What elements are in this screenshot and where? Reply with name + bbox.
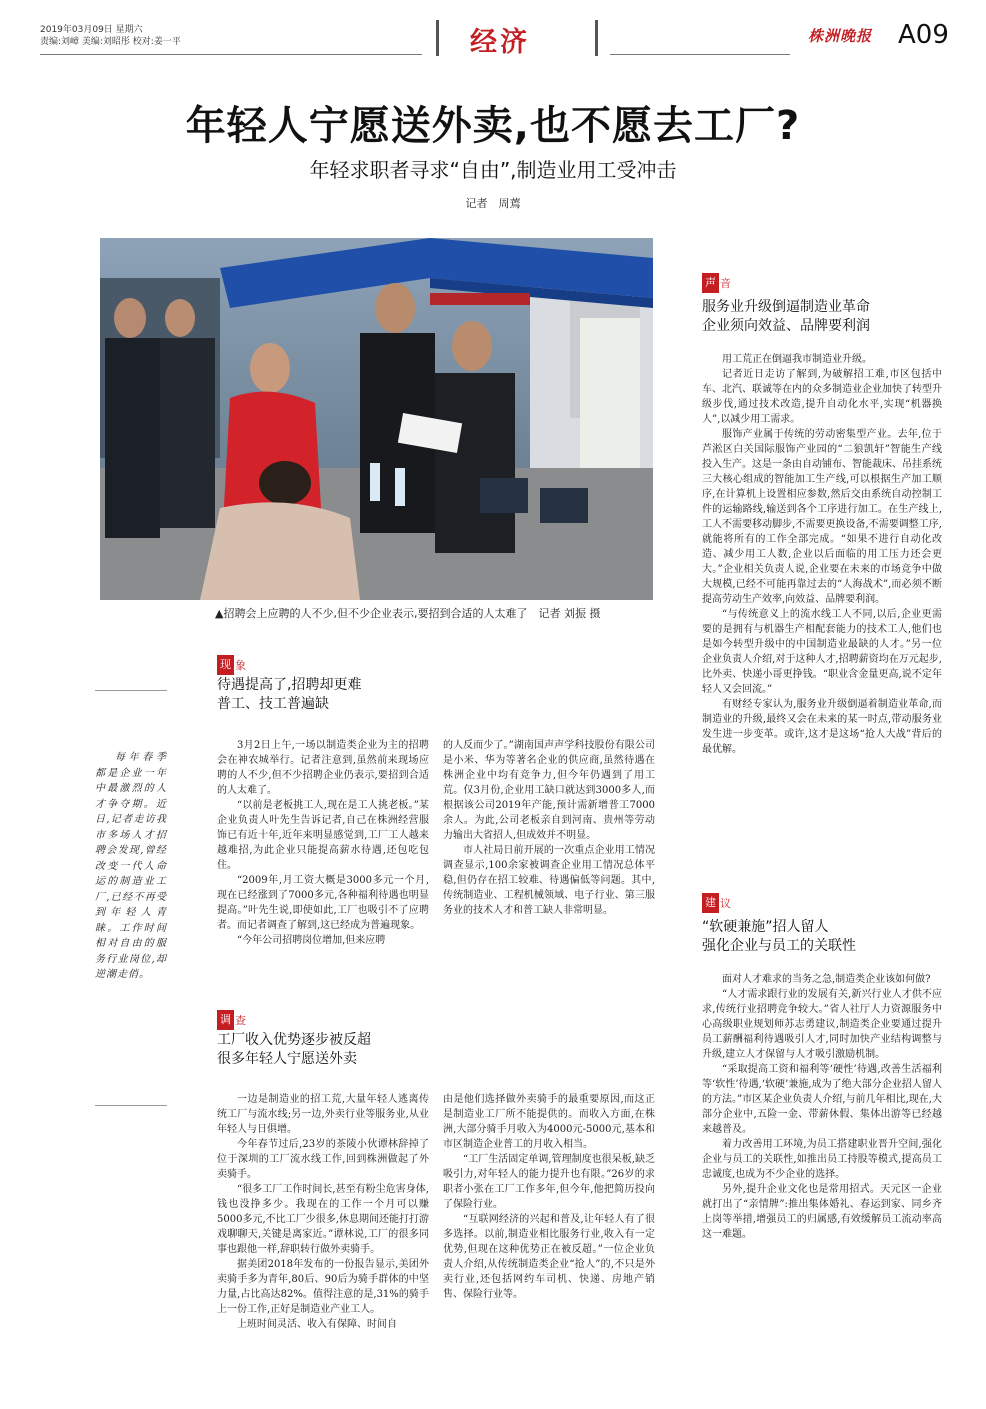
section-title-line: 普工、技工普遍缺	[217, 696, 329, 712]
tag-box: 声	[702, 273, 719, 293]
tag-box: 现	[217, 655, 234, 675]
body-paragraph: 的人反而少了。”湖南国声声学科技股份有限公司是小米、华为等著名企业的供应商,虽然待遇在株洲企业中均有竞争力,但今年仍遇到了用工荒。仅3月份,企业用工缺口就达到3000多人,而根据该公司2019年产能,预计需新增普工7000余人。为此,公司老板亲自到河南、贵州等劳动力输出大省招人,但成效并不明显。	[443, 740, 655, 841]
body-paragraph: 用工荒正在倒逼我市制造业升级。	[722, 354, 872, 365]
body-paragraph: 记者近日走访了解到,为破解招工难,市区包括中车、北汽、联诚等在内的众多制造业企业加快了转型升级步伐,通过技术改造,提升自动化水平,实现“机器换人”,以减少用工需求。	[702, 369, 942, 425]
job-fair-photo	[100, 238, 653, 600]
tag-suffix: 议	[720, 897, 731, 910]
body-paragraph: 服饰产业属于传统的劳动密集型产业。去年,位于芦淞区白关国际服饰产业园的“二狼凯轩”智能生产线投入生产。这是一条由自动铺布、智能裁床、吊挂系统三大核心组成的智能加工生产线,可以根据生产加工顺序,在计算机上设置相应参数,然后交由系统自动控制工件的运输路线,输送到各个工序进行加工。在生产线上,工人不需要移动脚步,不需要更换设备,不需要调整工序,就能将所有的工作全部完成。“如果不进行自动化改造、减少用工人数,企业以后面临的用工压力还会更大。”企业相关负责人说,企业要在未来的市场竞争中做大规模,已经不可能再靠过去的“人海战术”,而必须不断提高劳动生产效率,向效益、品牌要利润。	[702, 429, 942, 605]
body-paragraph: “很多工厂工作时间长,甚至有粉尘危害身体,钱也没挣多少。我现在的工作一个月可以赚5000多元,不比工厂少很多,休息期间还能打打游戏聊聊天,关键是离家近。”谭林说,工厂的很多同事也跟他一样,辞职转行做外卖骑手。	[217, 1184, 429, 1255]
section-tag-investigation	[217, 1010, 246, 1030]
sidebar-rule-bottom	[95, 1105, 167, 1106]
body-paragraph: “工厂生活固定单调,管理制度也很呆板,缺乏吸引力,对年轻人的能力提升也有限。”26岁的求职者小张在工厂工作多年,但今年,他把简历投向了保险行业。	[443, 1154, 655, 1210]
body-paragraph: “以前是老板挑工人,现在是工人挑老板。”某企业负责人叶先生告诉记者,自己在株洲经营服饰已有近十年,近年来明显感觉到,工厂工人越来越难招,为此企业只能提高薪水待遇,还包吃包住。	[217, 800, 429, 871]
body-paragraph: “今年公司招聘岗位增加,但来应聘	[237, 935, 386, 946]
tag-box: 调	[217, 1010, 234, 1030]
editor-credits: 责编:刘嶂 美编:刘昭彤 校对:姜一平	[40, 37, 181, 47]
body-paragraph: “与传统意义上的流水线工人不同,以后,企业更需要的是拥有与机器生产相配套能力的技术工人,他们也是如今转型升级中的中国制造业最缺的人才。”另一位企业负责人介绍,对于这种人才,招聘薪资均在万元起步,比外卖、快递小哥更挣钱。“职业含金量更高,说不定年轻人又会回流。”	[702, 609, 942, 695]
body-paragraph: 今年春节过后,23岁的茶陵小伙谭林辞掉了位于深圳的工厂流水线工作,回到株洲做起了外卖骑手。	[217, 1139, 429, 1180]
section-title-phenomenon	[217, 676, 361, 714]
tag-suffix: 音	[720, 277, 731, 290]
section-divider-left	[436, 20, 439, 56]
section-title-line: 待遇提高了,招聘却更难	[217, 677, 362, 693]
body-paragraph: 由是他们选择做外卖骑手的最重要原因,而这正是制造业工厂所不能提供的。而收入方面,在株洲,大部分骑手月收入为4000元-5000元,基本和市区制造企业普工的月收入相当。	[443, 1094, 655, 1150]
section-title-line: 企业须向效益、品牌要利润	[702, 318, 870, 334]
section-title-line: 强化企业与员工的关联性	[702, 938, 856, 954]
body-paragraph: 3月2日上午,一场以制造类企业为主的招聘会在神农城举行。记者注意到,虽然前来现场应聘的人不少,但不少招聘企业仍表示,要招到合适的人太难了。	[217, 740, 429, 796]
article-headline: 年轻人宁愿送外卖,也不愿去工厂?	[185, 103, 801, 149]
sidebar-rule-top	[95, 690, 167, 691]
sidebar-intro-paragraph: 每年春季都是企业一年中最激烈的人才争夺期。近日,记者走访我市多场人才招聘会发现,曾经改变一代人命运的制造业工厂,已经不再受到年轻人青睐。工作时间相对自由的服务行业岗位,却逆潮走俏。	[95, 752, 167, 980]
tag-suffix: 象	[235, 659, 246, 672]
section-name: 经济	[470, 27, 530, 58]
section-title-suggestion	[702, 918, 856, 956]
section-title-line: “软硬兼施”招人留人	[702, 919, 829, 935]
body-paragraph: 上班时间灵活、收入有保障、时间自	[237, 1319, 397, 1330]
body-paragraph: “互联网经济的兴起和普及,让年轻人有了很多选择。以前,制造业相比服务行业,收入有一定优势,但现在这种优势正在被反超。”一位企业负责人介绍,从传统制造类企业“抢人”的,不只是外卖行业,还包括网约车司机、快递、房地产销售、保险行业等。	[443, 1214, 655, 1300]
masthead-rule-left	[40, 54, 422, 55]
investigation-column-2	[443, 1092, 655, 1302]
sidebar-intro-note	[95, 750, 167, 983]
section-title-line: 服务业升级倒逼制造业革命	[702, 299, 870, 315]
section-title-voice	[702, 298, 870, 336]
photo-caption: ▲招聘会上应聘的人不少,但不少企业表示,要招到合适的人太难了 记者 刘振 摄	[215, 607, 601, 620]
suggestion-body	[702, 972, 942, 1242]
body-paragraph: “2009年,月工资大概是3000多元一个月,现在已经涨到了7000多元,各种福利待遇也明显提高。”叶先生说,即使如此,工厂也吸引不了应聘者。而记者调查了解到,这已经成为普遍现象。	[217, 875, 429, 931]
tag-box: 建	[702, 893, 719, 913]
job-fair-scene-illustration	[100, 238, 653, 600]
body-paragraph: “人才需求跟行业的发展有关,新兴行业人才供不应求,传统行业招聘竞争较大。”省人社厅人力资源服务中心高级职业规划师苏志勇建议,制造类企业要通过提升员工薪酬福利待遇吸引人才,同时加快产业结构调整与升级,建立人才保留与人才吸引激励机制。	[702, 989, 942, 1060]
body-paragraph: 面对人才难求的当务之急,制造类企业该如何做?	[722, 974, 931, 985]
section-title-line: 很多年轻人宁愿送外卖	[217, 1051, 357, 1067]
issue-date: 2019年03月09日 星期六	[40, 25, 143, 35]
body-paragraph: 着力改善用工环境,为员工搭建职业晋升空间,强化企业与员工的关联性,如推出员工持股等模式,提高员工忠诚度,也成为不少企业的选择。	[702, 1139, 942, 1180]
page-number: A09	[898, 20, 949, 50]
article-byline: 记者 周蔫	[465, 197, 521, 210]
masthead-rule-right	[610, 54, 790, 55]
phenomenon-column-2	[443, 738, 655, 918]
body-paragraph: 市人社局日前开展的一次重点企业用工情况调查显示,100余家被调查企业用工情况总体平稳,但仍存在招工较难、待遇偏低等问题。其中,传统制造业、工程机械领域、电子行业、第三服务业的技术人才和普工缺人非常明显。	[443, 845, 655, 916]
body-paragraph: 一边是制造业的招工荒,大量年轻人逃离传统工厂与流水线;另一边,外卖行业等服务业,从业年轻人与日俱增。	[217, 1094, 429, 1135]
article-subheadline: 年轻求职者寻求“自由”,制造业用工受冲击	[309, 158, 677, 182]
section-tag-voice	[702, 273, 731, 293]
paper-logo: 株洲晚报	[808, 27, 873, 45]
body-paragraph: 有财经专家认为,服务业升级倒逼着制造业革命,而制造业的升级,最终又会在未来的某一时点,带动服务业发生进一步变革。或许,这才是这场“抢人大战”背后的最优解。	[702, 699, 942, 755]
body-paragraph: 据美团2018年发布的一份报告显示,美团外卖骑手多为青年,80后、90后为骑手群体的中坚力量,占比高达82%。值得注意的是,31%的骑手上一份工作,正好是制造业产业工人。	[217, 1259, 429, 1315]
body-paragraph: 另外,提升企业文化也是常用招式。天元区一企业就打出了“亲情牌”:推出集体婚礼、春运到家、同乡齐上岗等举措,增强员工的归属感,有效缓解员工流动率高这一难题。	[702, 1184, 942, 1240]
body-paragraph: “采取提高工资和福利等‘硬性’待遇,改善生活福利等‘软性’待遇,‘软硬’兼施,成为了绝大部分企业招人留人的方法。”市区某企业负责人介绍,与前几年相比,现在,大部分企业中,五险一金、带薪休假、集体出游等已经越来越普及。	[702, 1064, 942, 1135]
section-tag-suggestion	[702, 893, 731, 913]
investigation-column-1	[217, 1092, 429, 1332]
voice-body	[702, 352, 942, 757]
phenomenon-column-1	[217, 738, 429, 948]
section-title-line: 工厂收入优势逐步被反超	[217, 1032, 371, 1048]
section-tag-phenomenon	[217, 655, 246, 675]
tag-suffix: 查	[235, 1014, 246, 1027]
section-title-investigation	[217, 1031, 371, 1069]
section-divider-right	[595, 20, 598, 56]
